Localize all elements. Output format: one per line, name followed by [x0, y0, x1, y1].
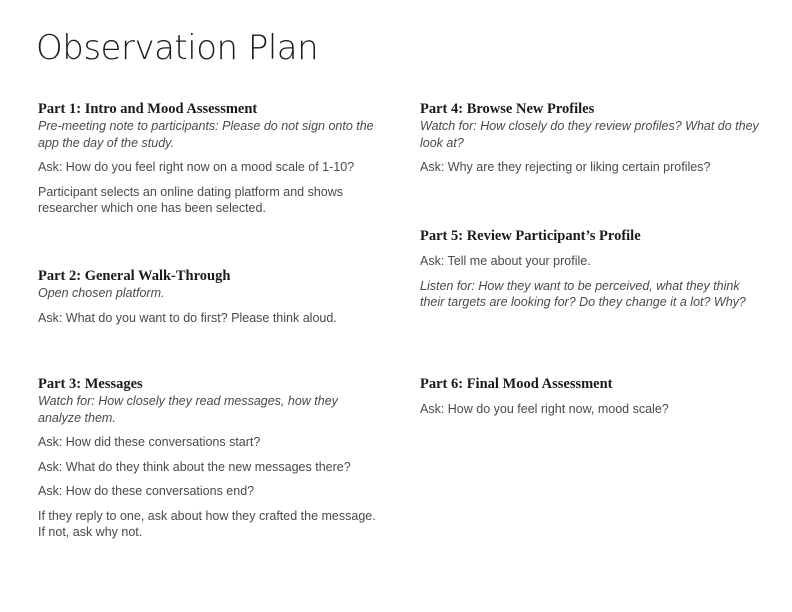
follow-up-note: If they reply to one, ask about how they crafted the message. If not, ask why not.: [38, 508, 376, 539]
question-item: Ask: Tell me about your profile.: [420, 254, 591, 268]
question-item: Ask: How do these conversations end?: [38, 484, 255, 498]
instruction-note: Open chosen platform.: [38, 286, 165, 300]
section-title: Part 5: Review Participant’s Profile: [420, 228, 641, 244]
mood-scale-question: Ask: How do you feel right now on a mood scale of 1-10?: [38, 160, 355, 174]
watch-for-note: Watch for: How closely they read messages, how they analyze them.: [38, 394, 338, 425]
section-part-3: [38, 376, 378, 541]
platform-selection-note: Participant selects an online dating platform and shows researcher which one has been selected.: [38, 184, 344, 215]
question-item: Ask: How do you feel right now, mood scale?: [420, 402, 669, 416]
section-title: Part 4: Browse New Profiles: [420, 101, 595, 117]
question-item: Ask: How did these conversations start?: [38, 435, 261, 449]
section-part-1: [38, 101, 383, 217]
question-item: Ask: What do they think about the new messages there?: [38, 459, 351, 474]
section-title: Part 1: Intro and Mood Assessment: [38, 101, 258, 117]
page-title: Observation Plan: [36, 28, 319, 68]
section-part-6: [420, 376, 760, 418]
pre-meeting-note: Pre-meeting note to participants: Please do not sign onto the app the day of the study.: [38, 119, 374, 150]
section-title: Part 6: Final Mood Assessment: [420, 376, 613, 392]
section-part-5: [420, 228, 765, 311]
section-part-4: [420, 101, 765, 176]
section-title: Part 2: General Walk-Through: [38, 268, 231, 284]
listen-for-note: Listen for: How they want to be perceived, what they think their targets are looking for? Do they change it a lot? Why?: [420, 278, 746, 309]
think-aloud-question: Ask: What do you want to do first? Please think aloud.: [38, 310, 337, 325]
question-item: Ask: Why are they rejecting or liking certain profiles?: [420, 160, 711, 174]
section-title: Part 3: Messages: [38, 376, 143, 392]
section-part-2: [38, 268, 378, 326]
watch-for-note: Watch for: How closely do they review profiles? What do they look at?: [420, 119, 759, 150]
